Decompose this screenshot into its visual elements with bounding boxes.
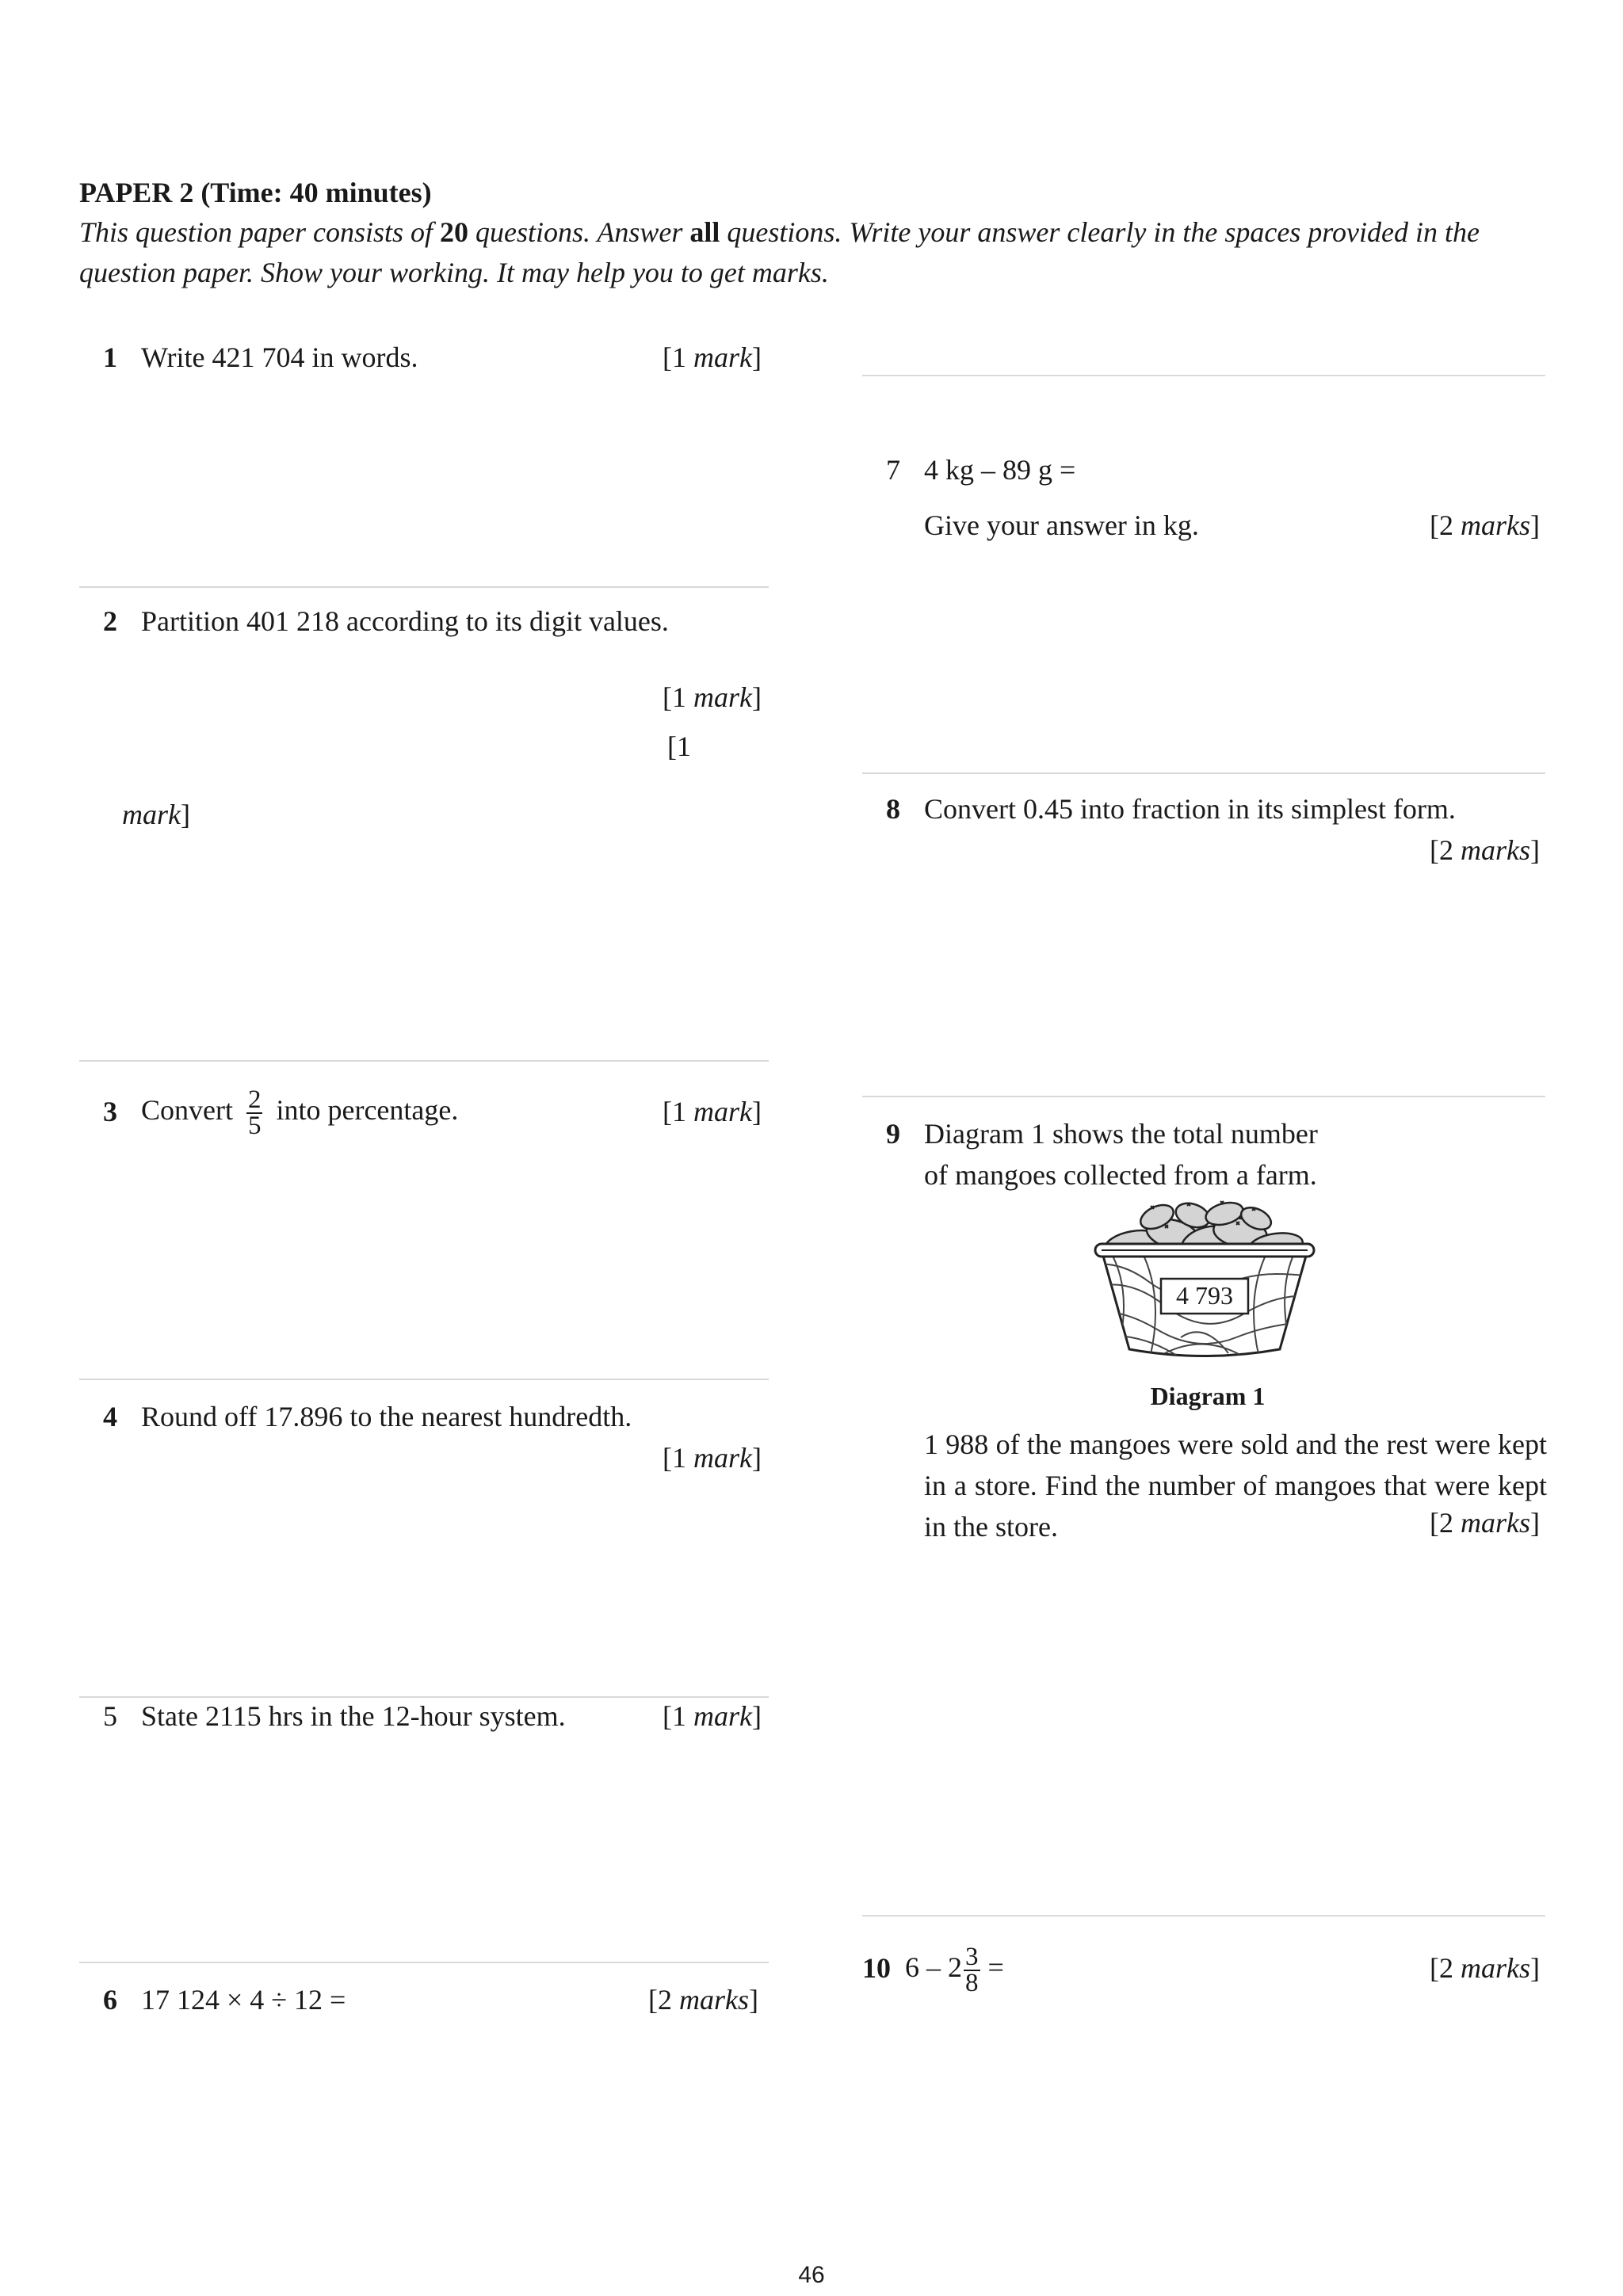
q3-number: 3 [103,1096,117,1127]
q7-top-divider [862,375,1545,376]
q5-number: 5 [103,1700,117,1732]
q2-stray-mark-close: mark] [122,799,190,830]
q2-number: 2 [103,605,117,637]
q4-number: 4 [103,1401,117,1432]
q2-marks: [1 mark] [663,681,762,713]
basket-label: 4 793 [1176,1281,1233,1310]
q3-marks: [1 mark] [663,1096,762,1127]
q4-divider [79,1696,769,1698]
q7-text: 4 kg – 89 g = [924,454,1076,486]
q7-marks: [2 marks] [1430,509,1540,541]
q2-stray-mark-open: [1 [667,730,691,762]
q10-number: 10 [862,1952,891,1984]
q1-marks: [1 mark] [663,341,762,373]
q5-divider [79,1962,769,1963]
q9-body: 1 988 of the mangoes were sold and the rest were kept in a store. Find the number of mangoes that were kept in the store. [924,1428,1547,1543]
q8-marks: [2 marks] [1430,834,1540,866]
q6-marks: [2 marks] [648,1984,758,2016]
q2-divider [79,1060,769,1062]
q4-marks: [1 mark] [663,1442,762,1474]
page-number: 46 [798,2262,825,2288]
paper-title: PAPER 2 (Time: 40 minutes) [79,177,432,208]
q3-fraction: $\frac{2}{5}$ [247,1085,262,1140]
q10-marks: [2 marks] [1430,1952,1540,1984]
q6-text: 17 124 × 4 ÷ 12 = [141,1984,346,2016]
q9-marks: [2 marks] [1430,1507,1540,1539]
q10-fraction: $\frac{3}{8}$ [965,1942,979,1997]
q7-number: 7 [886,454,900,486]
q1-divider [79,586,769,588]
q6-number: 6 [103,1984,117,2016]
instructions: This question paper consists of 20 questions. Answer all questions. Write your answer clearly in the spaces provided in the question paper. Show your working. It may help you to get marks. [79,216,1480,288]
q10-text: 6 – 2 $\frac{3}{8}$ = [905,1942,1004,1997]
q9-text: Diagram 1 shows the total number of mangoes collected from a farm. [924,1118,1318,1191]
q7-divider [862,772,1545,774]
q9-divider [862,1915,1545,1917]
q1-number: 1 [103,341,117,373]
q4-text: Round off 17.896 to the nearest hundredth. [141,1401,632,1432]
q5-marks: [1 mark] [663,1700,762,1732]
q8-text: Convert 0.45 into fraction in its simplest form. [924,793,1456,825]
q7-subtext: Give your answer in kg. [924,509,1199,541]
q3-text: Convert $\frac{2}{5}$ into percentage. [141,1085,459,1140]
q2-text: Partition 401 218 according to its digit values. [141,605,669,637]
q3-divider [79,1379,769,1380]
q8-divider [862,1096,1545,1097]
q8-number: 8 [886,793,900,825]
diagram-caption: Diagram 1 [1150,1382,1266,1410]
q1-text: Write 421 704 in words. [141,341,418,373]
q9-number: 9 [886,1118,900,1150]
q5-text: State 2115 hrs in the 12-hour system. [141,1700,566,1732]
mango-basket-image [1086,1195,1323,1369]
